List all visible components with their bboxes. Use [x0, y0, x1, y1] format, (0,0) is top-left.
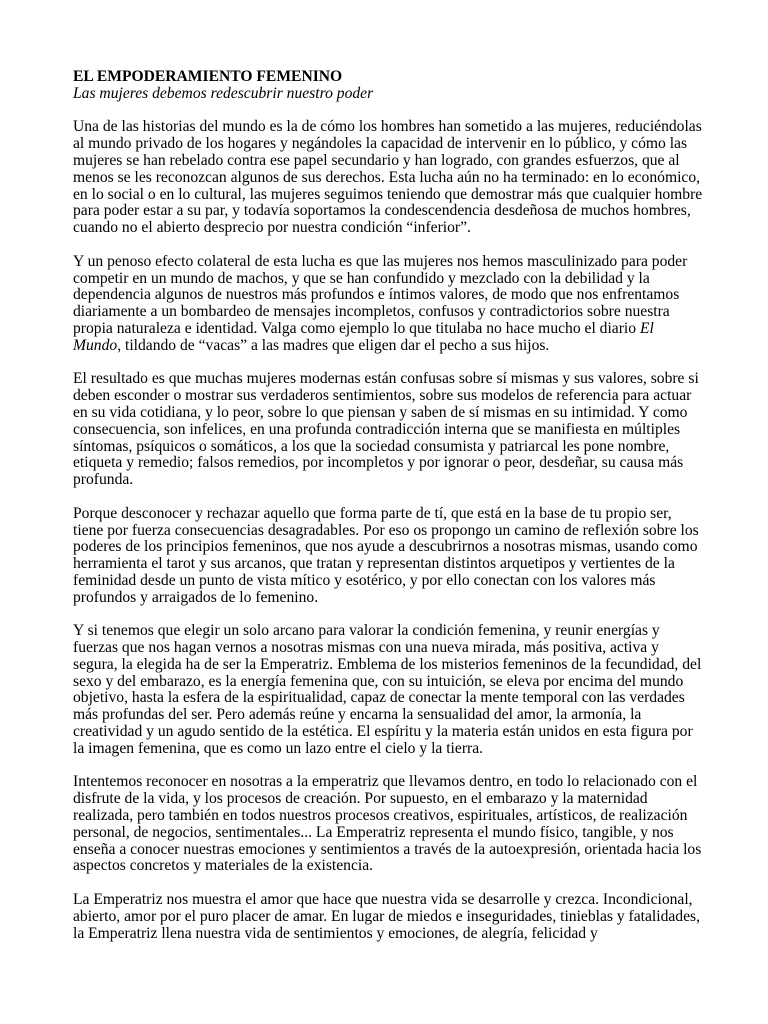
- paragraph-2: [73, 254, 703, 355]
- paragraph-4: Porque desconocer y rechazar aquello que forma parte de tí, que está en la base de tu propio ser, tiene por fuerza consecuencias desagradables. Por eso os propongo un camino de reflexión sobre los poderes de los principios femeninos, que nos ayude a descubrirnos a nosotras mismas, usando como herramienta el tarot y sus arcanos, que tratan y representan distintos arquetipos y vertientes de la feminidad desde un punto de vista mítico y esotérico, y por ello conectan con los valores más profundos y arraigados de lo femenino.: [73, 504, 699, 606]
- paragraph-7: La Emperatriz nos muestra el amor que hace que nuestra vida se desarrolle y crezca. Incondicional, abierto, amor por el puro placer de amar. En lugar de miedos e inseguridades, tinieblas y fatalidades, la Emperatriz llena nuestra vida de sentimientos y emociones, de alegría, felicidad y: [73, 891, 700, 942]
- newspaper-name: El Mundo: [73, 319, 654, 354]
- document-title: EL EMPODERAMIENTO FEMENINO: [73, 68, 343, 85]
- paragraph-2-text-after: , tildando de “vacas” a las madres que eligen dar el pecho a sus hijos.: [117, 336, 550, 354]
- paragraph-1: Una de las historias del mundo es la de cómo los hombres han sometido a las mujeres, reduciéndolas al mundo privado de los hogares y negándoles la capacidad de intervenir en lo público, y cómo las mujeres se han rebelado contra ese papel secundario y han logrado, con grandes esfuerzos, que al menos se les reconozcan algunos de sus derechos. Esta lucha aún no ha terminado: en lo económico, en lo social o en lo cultural, las mujeres seguimos teniendo que demostrar más que cualquier hombre para poder estar a su par, y todavía soportamos la condescendencia desdeñosa de muchos hombres, cuando no el abierto desprecio por nuestra condición “inferior”.: [73, 118, 703, 237]
- paragraph-3: El resultado es que muchas mujeres modernas están confusas sobre sí mismas y sus valores, sobre si deben esconder o mostrar sus verdaderos sentimientos, sobre sus modelos de referencia para actuar en su vida cotidiana, y lo peor, sobre lo que piensan y saben de sí mismas en su intimidad. Y como consecuencia, son infelices, en una profunda contradicción interna que se manifiesta en múltiples síntomas, psíquicos o somáticos, a los que la sociedad consumista y patriarcal les pone nombre, etiqueta y remedio; falsos remedios, por incompletos y por ignorar o peor, desdeñar, su causa más profunda.: [73, 370, 699, 489]
- document-page: [73, 69, 703, 942]
- document-subtitle: Las mujeres debemos redescubrir nuestro poder: [73, 84, 374, 102]
- paragraph-5: Y si tenemos que elegir un solo arcano para valorar la condición femenina, y reunir energías y fuerzas que nos hagan vernos a nosotras mismas con una nueva mirada, más positiva, activa y segura, la elegida ha de ser la Emperatriz. Emblema de los misterios femeninos de la fecundidad, del sexo y del embarazo, es la energía femenina que, con su intuición, se eleva por encima del mundo objetivo, hasta la esfera de la espiritualidad, capaz de conectar la mente temporal con las verdades más profundas del ser. Pero además reúne y encarna la sensualidad del amor, la armonía, la creatividad y un agudo sentido de la estética. El espíritu y la materia están unidos en esta figura por la imagen femenina, que es como un lazo entre el cielo y la tierra.: [73, 622, 702, 757]
- paragraph-6: Intentemos reconocer en nosotras a la emperatriz que llevamos dentro, en todo lo relacionado con el disfrute de la vida, y los procesos de creación. Por supuesto, en el embarazo y la maternidad realizada, pero también en todos nuestros procesos creativos, espirituales, artísticos, de realización personal, de negocios, sentimentales... La Emperatriz representa el mundo físico, tangible, y nos enseña a conocer nuestras emociones y sentimientos a través de la autoexpresión, orientada hacia los aspectos concretos y materiales de la existencia.: [73, 773, 702, 875]
- paragraph-2-text-before: Y un penoso efecto colateral de esta lucha es que las mujeres nos hemos masculinizado para poder competir en un mundo de machos, y que se han confundido y mezclado con la debilidad y la dependencia algunos de nuestros más profundos e íntimos valores, de modo que nos enfrentamos diariamente a un bombardeo de mensajes incompletos, confusos y contradictorios sobre nuestra propia naturaleza e identidad. Valga como ejemplo lo que titulaba no hace mucho el diario: [73, 252, 688, 337]
